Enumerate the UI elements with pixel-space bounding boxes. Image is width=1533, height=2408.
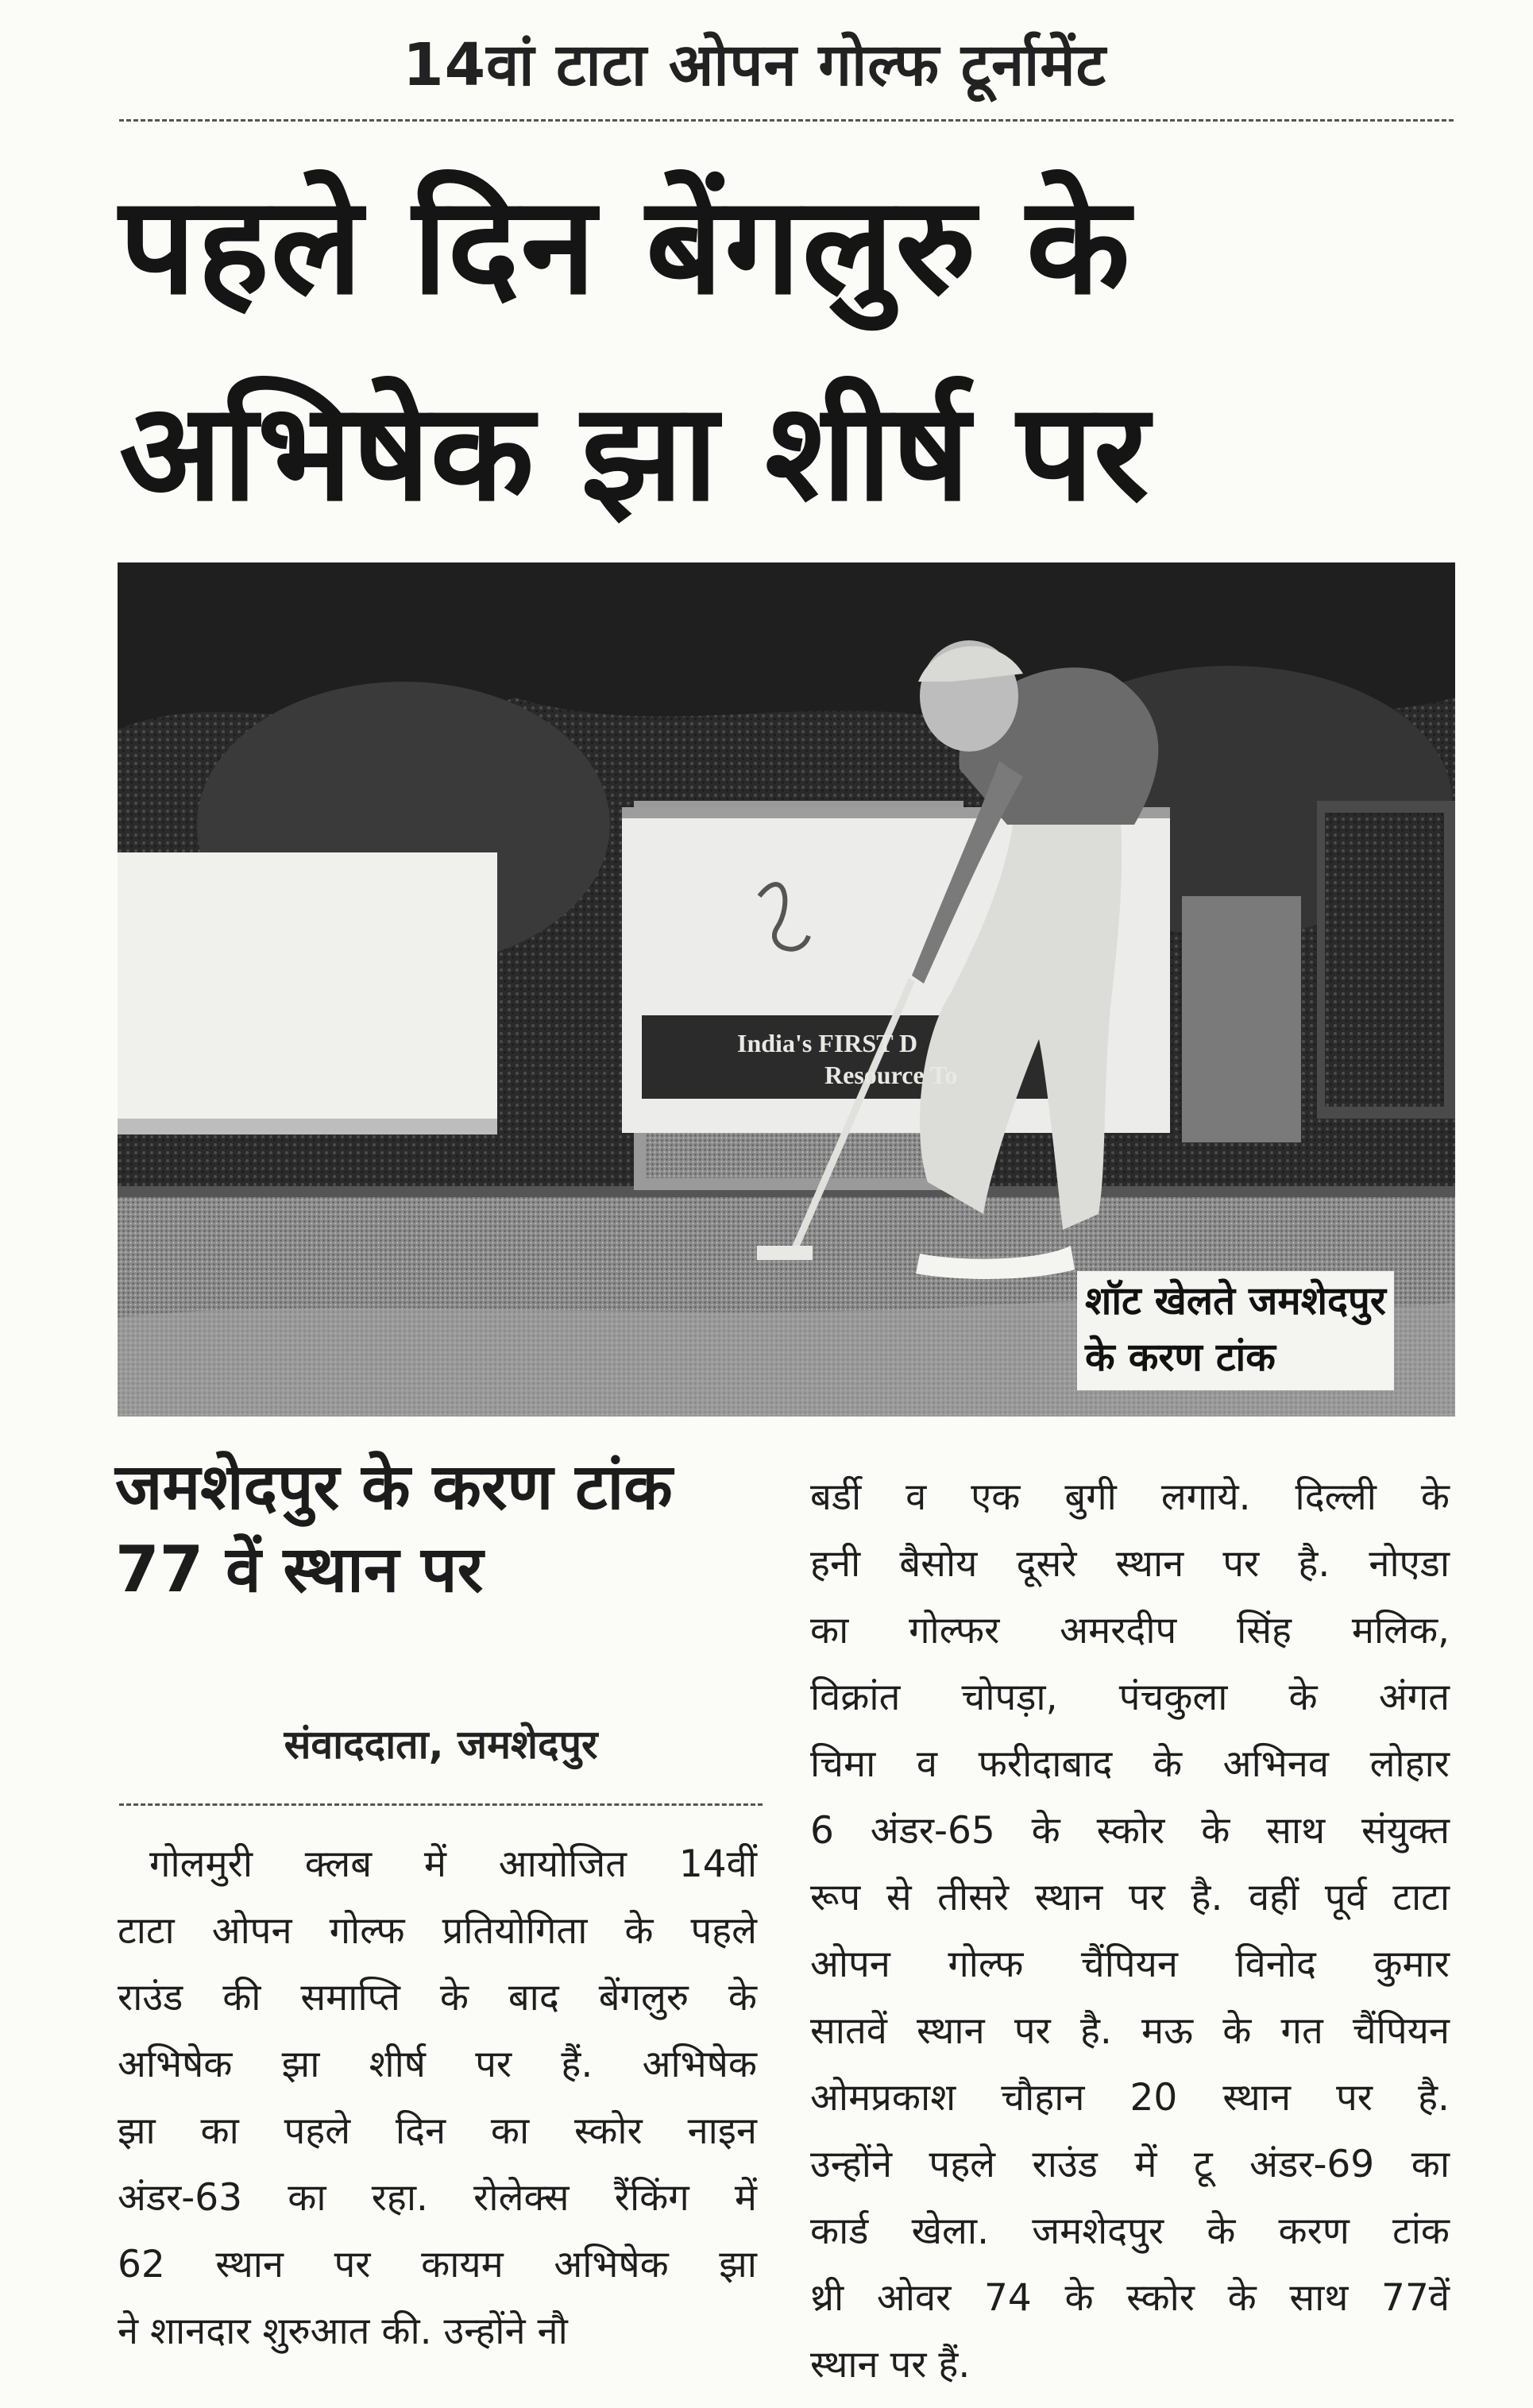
body-line: चिमा व फरीदाबाद के अभिनव लोहार xyxy=(810,1742,1450,1786)
body-line: 6 अंडर-65 के स्कोर के साथ संयुक्त xyxy=(810,1809,1450,1853)
photo-caption xyxy=(1077,1271,1394,1390)
headline-line-2: अभिषेक झा शीर्ष पर xyxy=(119,374,1149,531)
body-line: अंडर-63 का रहा. रोलेक्स रैंकिंग में xyxy=(118,2176,757,2220)
caption-line-1: शॉट खेलते जमशेदपुर xyxy=(1085,1278,1386,1324)
article-body-left-column xyxy=(118,1831,757,2365)
subheadline xyxy=(115,1446,782,1611)
kicker-rule xyxy=(119,119,1454,122)
body-line: बर्डी व एक बुगी लगाये. दिल्ली के xyxy=(810,1475,1450,1519)
body-line: ओपन गोल्फ चैंपियन विनोद कुमार xyxy=(810,1942,1450,1986)
body-line: हनी बैसोय दूसरे स्थान पर है. नोएडा xyxy=(810,1542,1450,1586)
byline-rule xyxy=(119,1803,763,1806)
banner-line-1: India's FIRST D xyxy=(737,1029,918,1057)
banner-text xyxy=(737,1027,1071,1091)
byline: संवाददाता, जमशेदपुर xyxy=(284,1722,598,1768)
caption-line-2: के करण टांक xyxy=(1085,1335,1276,1381)
body-line: 62 स्थान पर कायम अभिषेक झा xyxy=(118,2243,757,2286)
body-line: अभिषेक झा शीर्ष पर हैं. अभिषेक xyxy=(118,2043,757,2086)
subheadline-line-2: 77 वें स्थान पर xyxy=(115,1533,484,1606)
body-line: गोलमुरी क्लब में आयोजित 14वीं xyxy=(149,1842,757,1886)
kicker-headline: 14वां टाटा ओपन गोल्फ टूर्नामेंट xyxy=(403,31,1106,99)
body-line: झा का पहले दिन का स्कोर नाइन xyxy=(118,2109,757,2153)
headline-line-1: पहले दिन बेंगलुरु के xyxy=(119,168,1132,325)
body-line: विक्रांत चोपड़ा, पंचकुला के अंगत xyxy=(810,1676,1450,1719)
body-line: राउंड की समाप्ति के बाद बेंगलुरु के xyxy=(118,1976,757,2020)
article-body-right-column xyxy=(810,1464,1450,2398)
body-line: ने शानदार शुरुआत की. उन्होंने नौ xyxy=(118,2309,568,2353)
banner-line-2: Resource To xyxy=(824,1061,958,1089)
body-line: टाटा ओपन गोल्फ प्रतियोगिता के पहले xyxy=(118,1909,757,1953)
body-line: ओमप्रकाश चौहान 20 स्थान पर है. xyxy=(810,2076,1450,2120)
subheadline-line-1: जमशेदपुर के करण टांक xyxy=(115,1450,673,1524)
body-line: थ्री ओवर 74 के स्कोर के साथ 77वें xyxy=(810,2276,1450,2320)
body-line: का गोल्फर अमरदीप सिंह मलिक, xyxy=(810,1609,1450,1652)
body-line: स्थान पर हैं. xyxy=(810,2343,971,2387)
body-line: रूप से तीसरे स्थान पर है. वहीं पूर्व टाटा xyxy=(810,1876,1450,1919)
body-line: सातवें स्थान पर है. मऊ के गत चैंपियन xyxy=(810,2009,1450,2053)
body-line: कार्ड खेला. जमशेदपुर के करण टांक xyxy=(810,2209,1450,2253)
body-line: उन्होंने पहले राउंड में टू अंडर-69 का xyxy=(810,2143,1450,2186)
